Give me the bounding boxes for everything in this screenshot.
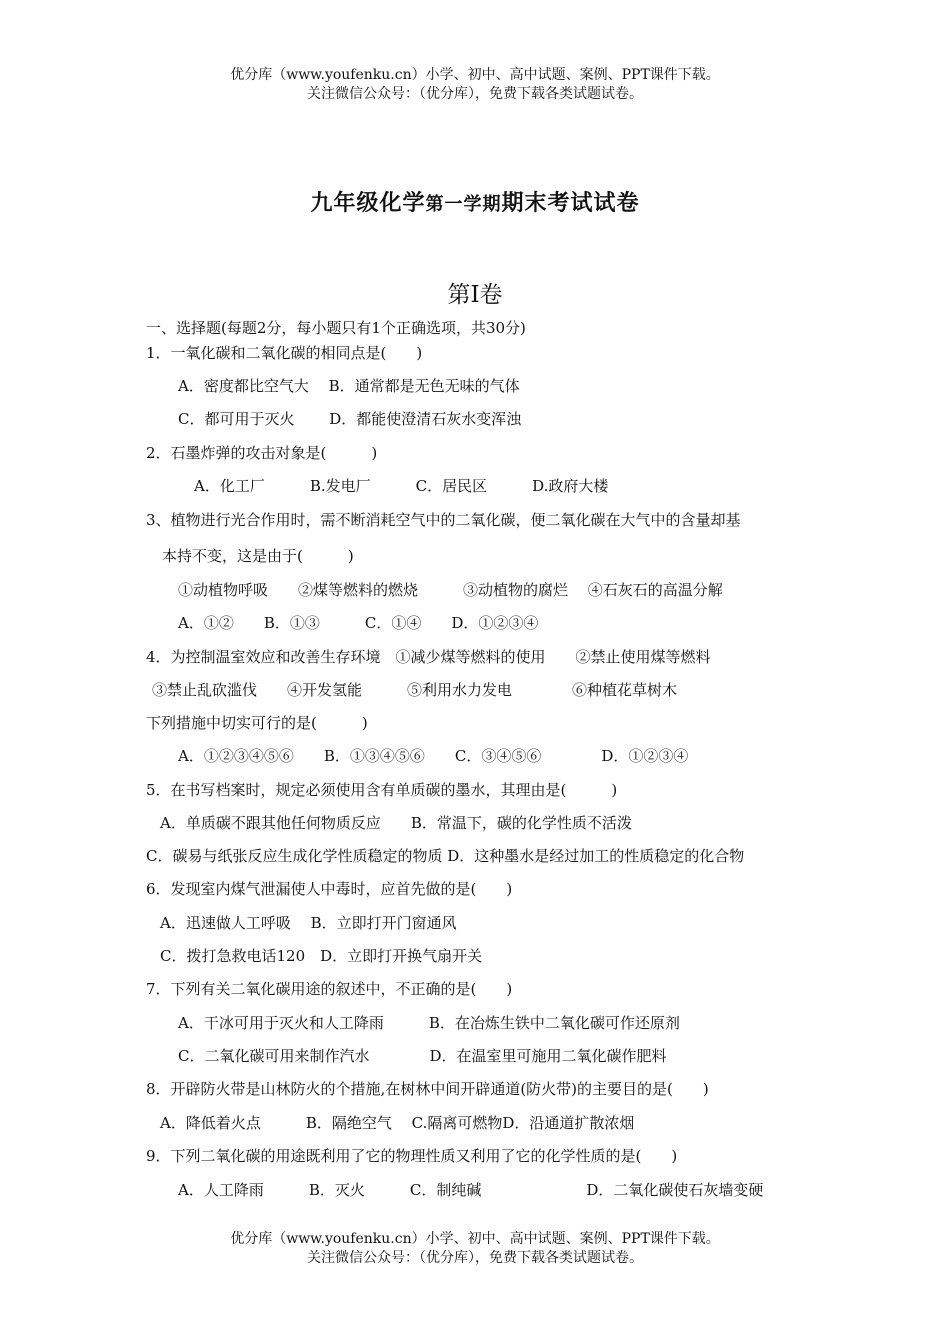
question-4-prompt: 下列措施中切实可行的是( ) (146, 714, 368, 732)
title-part-3: 期末考试试卷 (501, 190, 640, 216)
exam-title (0, 186, 950, 217)
question-7: 7．下列有关二氧化碳用途的叙述中，不正确的是( ) (146, 980, 513, 998)
question-7-options-ab: A．干冰可用于灭火和人工降雨 B．在冶炼生铁中二氧化碳可作还原剂 (178, 1014, 680, 1032)
question-5: 5．在书写档案时，规定必须使用含有单质碳的墨水，其理由是( ) (146, 781, 618, 799)
question-5-options-ab: A．单质碳不跟其他任何物质反应 B．常温下，碳的化学性质不活泼 (160, 814, 632, 832)
question-2-options: A．化工厂 B.发电厂 C．居民区 D.政府大楼 (194, 477, 609, 495)
question-3: 3、植物进行光合作用时，需不断消耗空气中的二氧化碳，便二氧化碳在大气中的含量却基 (146, 511, 741, 529)
question-1-options-cd: C．都可用于灭火 D．都能使澄清石灰水变浑浊 (178, 410, 522, 428)
header-line-2: 关注微信公众号：（优分库），免费下载各类试题试卷。 (307, 86, 643, 102)
question-5-options-cd: C．碳易与纸张反应生成化学性质稳定的物质 D．这种墨水是经过加工的性质稳定的化合物 (146, 847, 745, 865)
question-3-items: ①动植物呼吸 ②煤等燃料的燃烧 ③动植物的腐烂 ④石灰石的高温分解 (178, 581, 723, 599)
question-8: 8．开辟防火带是山林防火的个措施,在树林中间开辟通道(防火带)的主要目的是( ) (146, 1080, 709, 1098)
question-8-options: A．降低着火点 B．隔绝空气 C.隔离可燃物D．沿通道扩散浓烟 (160, 1114, 635, 1132)
header-line-1: 优分库（www.youfenku.cn）小学、初中、高中试题、案例、PPT课件下载。 (230, 67, 720, 83)
question-9: 9．下列二氧化碳的用途既利用了它的物理性质又利用了它的化学性质的是( ) (146, 1147, 678, 1165)
question-6: 6．发现室内煤气泄漏使人中毒时，应首先做的是( ) (146, 880, 513, 898)
question-1: 1．一氧化碳和二氧化碳的相同点是( ) (146, 344, 423, 362)
section-instruction: 一、选择题(每题2分，每小题只有1个正确选项，共30分) (146, 319, 526, 337)
question-4-options: A．①②③④⑤⑥ B．①③④⑤⑥ C．③④⑤⑥ D．①②③④ (178, 747, 689, 765)
question-2: 2．石墨炸弹的攻击对象是( ) (146, 444, 378, 462)
section-title: 第I卷 (447, 282, 503, 308)
footer-line-2: 关注微信公众号：（优分库），免费下载各类试题试卷。 (307, 1250, 643, 1266)
question-6-options-ab: A．迅速做人工呼吸 B．立即打开门窗通风 (160, 914, 457, 932)
page-header (0, 66, 950, 104)
page-footer (0, 1230, 950, 1268)
title-part-2: 第一学期 (425, 194, 502, 215)
question-6-options-cd: C．拨打急救电话120 D．立即打开换气扇开关 (160, 947, 483, 965)
question-3-options: A．①② B．①③ C．①④ D．①②③④ (178, 614, 539, 632)
question-4-items: ③禁止乱砍滥伐 ④开发氢能 ⑤利用水力发电 ⑥种植花草树木 (152, 681, 678, 699)
question-7-options-cd: C．二氧化碳可用来制作汽水 D．在温室里可施用二氧化碳作肥料 (178, 1047, 667, 1065)
title-part-1: 九年级化学 (310, 190, 426, 216)
footer-line-1: 优分库（www.youfenku.cn）小学、初中、高中试题、案例、PPT课件下载。 (230, 1231, 720, 1247)
question-1-options-ab: A．密度都比空气大 B．通常都是无色无味的气体 (178, 377, 520, 395)
question-9-options: A．人工降雨 B．灭火 C．制纯碱 D．二氧化碳使石灰墙变硬 (178, 1181, 764, 1199)
question-3-continued: 本持不变，这是由于( ) (162, 547, 354, 565)
question-4: 4．为控制温室效应和改善生存环境 ①减少煤等燃料的使用 ②禁止使用煤等燃料 (146, 648, 711, 666)
